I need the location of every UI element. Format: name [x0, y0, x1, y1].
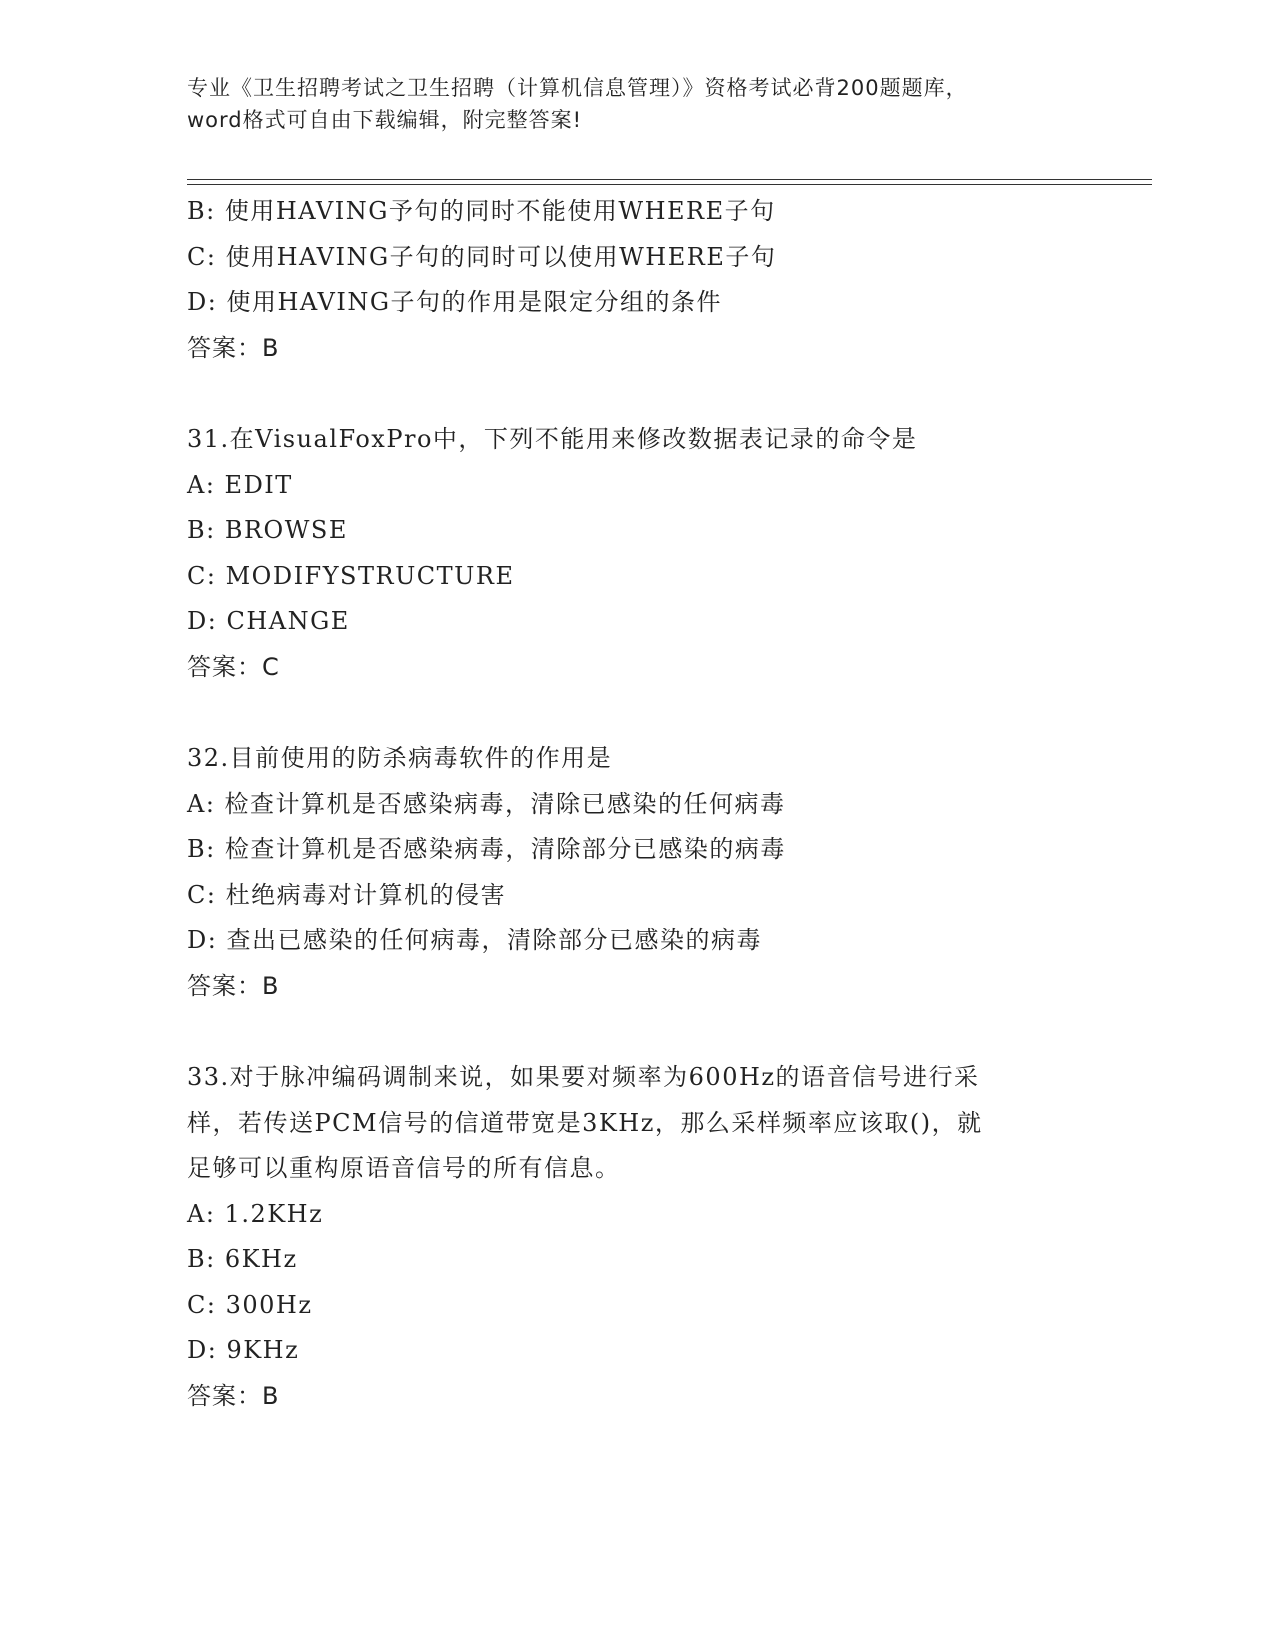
question-32 [187, 736, 1087, 1009]
option-c: C: 300Hz [187, 1290, 313, 1319]
option-b: B: BROWSE [187, 516, 348, 544]
answer-line: 答案：B [187, 333, 280, 362]
option-a: A: EDIT [187, 470, 293, 499]
header-divider-top [187, 179, 1152, 180]
option-b: B: 使用HAVING予句的同时不能使用WHERE子句 [187, 197, 776, 225]
question-stem-line-3: 足够可以重构原语音信号的所有信息。 [187, 1154, 621, 1182]
option-d: D: CHANGE [187, 607, 350, 635]
option-c: C: 杜绝病毒对计算机的侵害 [187, 880, 507, 909]
option-a: A: 检查计算机是否感染病毒，清除已感染的任何病毒 [187, 789, 786, 818]
option-c: C: MODIFYSTRUCTURE [187, 561, 515, 590]
question-stem: 32.目前使用的防杀病毒软件的作用是 [187, 744, 613, 772]
question-stem-line-1: 33.对于脉冲编码调制来说，如果要对频率为600Hz的语音信号进行采 [187, 1063, 980, 1091]
spacer [187, 690, 1087, 736]
header-divider-bottom [187, 184, 1152, 185]
option-a: A: 1.2KHz [187, 1199, 324, 1228]
option-d: D: 查出已感染的任何病毒，清除部分已感染的病毒 [187, 926, 762, 954]
document-header [187, 72, 1087, 136]
question-33 [187, 1055, 1087, 1419]
option-d: D: 使用HAVING子句的作用是限定分组的条件 [187, 288, 723, 316]
header-line-1: 专业《卫生招聘考试之卫生招聘（计算机信息管理）》资格考试必背200题题库， [187, 76, 968, 100]
question-stem: 31.在VisualFoxPro中，下列不能用来修改数据表记录的命令是 [187, 425, 918, 453]
option-d: D: 9KHz [187, 1336, 300, 1364]
spacer [187, 371, 1087, 417]
option-b: B: 6KHz [187, 1245, 298, 1273]
question-content [187, 189, 1087, 1419]
prev-question-block [187, 189, 1087, 371]
spacer [187, 1009, 1087, 1055]
question-31 [187, 417, 1087, 690]
option-b: B: 检查计算机是否感染病毒，清除部分已感染的病毒 [187, 835, 786, 863]
header-line-2: word格式可自由下载编辑，附完整答案! [187, 108, 583, 132]
answer-line: 答案：B [187, 971, 280, 1000]
question-stem-line-2: 样，若传送PCM信号的信道带宽是3KHz，那么采样频率应该取()，就 [187, 1108, 983, 1137]
answer-line: 答案：B [187, 1381, 280, 1410]
answer-line: 答案：C [187, 652, 280, 681]
option-c: C: 使用HAVING子句的同时可以使用WHERE子句 [187, 242, 777, 271]
